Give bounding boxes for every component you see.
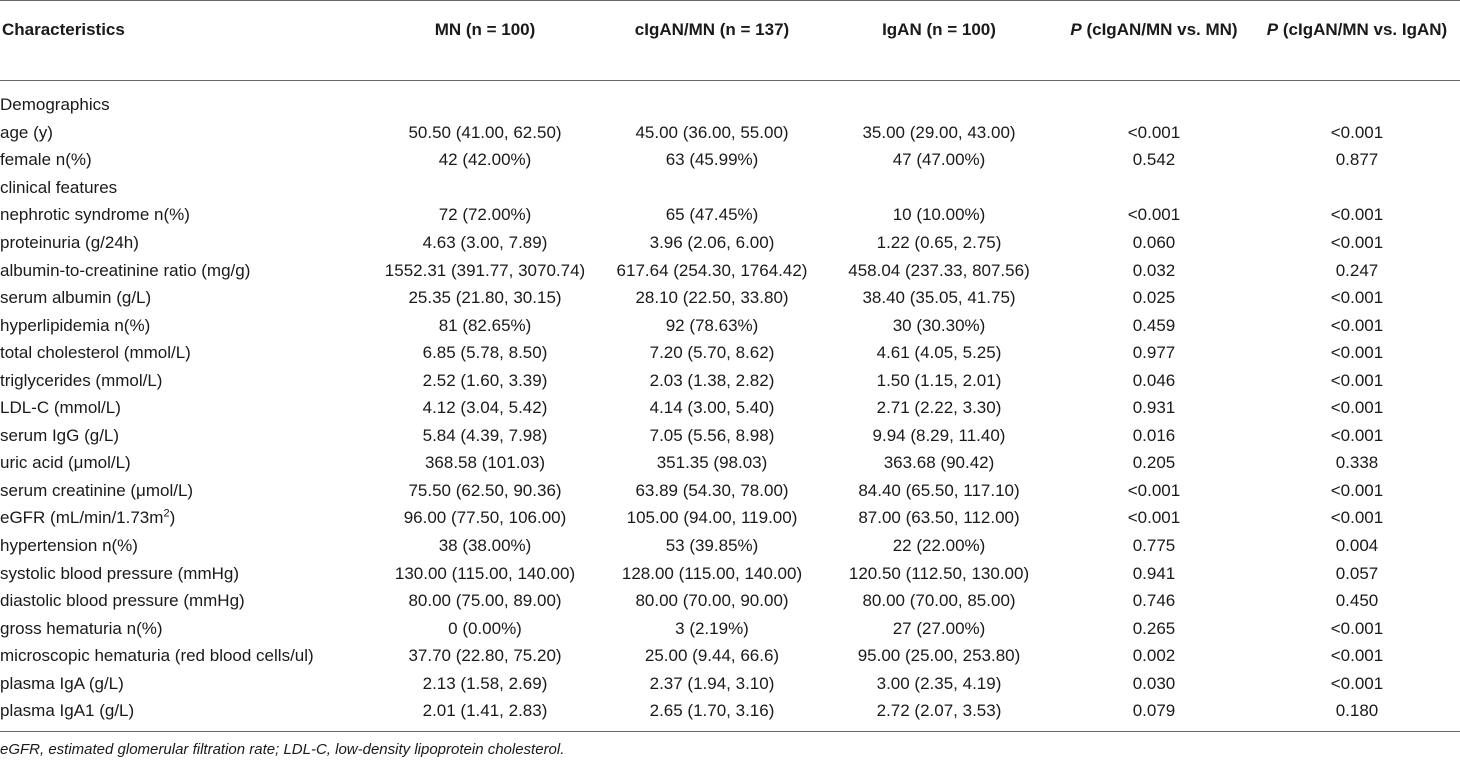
row-label	[0, 422, 370, 450]
header-p-cigan-vs-igan	[1254, 1, 1460, 81]
cell-p-cigan-vs-igan: <0.001	[1330, 233, 1384, 252]
table-header-row	[0, 1, 1460, 81]
cell-mn: 4.63 (3.00, 7.89)	[422, 233, 548, 252]
table-row	[0, 614, 1460, 642]
cell-p-cigan-vs-mn: 0.265	[1132, 618, 1176, 638]
row-label	[0, 532, 370, 560]
cell-cigan-mn: 617.64 (254.30, 1764.42)	[616, 260, 808, 280]
cell-cigan-mn: 7.05 (5.56, 8.98)	[649, 425, 775, 445]
row-label-text: diastolic blood pressure (mmHg)	[0, 591, 245, 611]
table-row	[0, 669, 1460, 697]
cell-p-cigan-vs-igan: <0.001	[1330, 122, 1384, 142]
row-label-text: serum creatinine (μmol/L)	[0, 480, 194, 500]
row-label-text: uric acid (μmol/L)	[0, 453, 131, 473]
table-row	[0, 81, 1460, 119]
cell-cigan-mn	[600, 174, 824, 202]
row-label-text: LDL-C (mmol/L)	[0, 398, 121, 418]
row-label	[0, 201, 370, 229]
header-p1-symbol: P	[1070, 20, 1082, 39]
cell-p-cigan-vs-igan: <0.001	[1330, 315, 1384, 335]
header-igan: IgAN (n = 100)	[824, 1, 1054, 81]
cell-p-cigan-vs-igan: <0.001	[1330, 646, 1384, 666]
cell-igan: 30 (30.30%)	[892, 315, 986, 335]
cell-cigan-mn: 2.65 (1.70, 3.16)	[600, 697, 824, 731]
row-label-text: plasma IgA (g/L)	[0, 673, 124, 693]
cell-mn: 5.84 (4.39, 7.98)	[422, 425, 548, 445]
cell-cigan-mn: 63.89 (54.30, 78.00)	[635, 480, 789, 500]
row-label-text: serum albumin (g/L)	[0, 288, 152, 308]
cell-igan: 1.50 (1.15, 2.01)	[876, 370, 1002, 390]
row-label	[0, 504, 370, 532]
cell-igan: 87.00 (63.50, 112.00)	[858, 508, 1020, 528]
cell-mn: 72 (72.00%)	[438, 205, 532, 225]
table-row	[0, 366, 1460, 394]
cell-p-cigan-vs-igan: 0.004	[1335, 536, 1379, 556]
cell-p-cigan-vs-igan: 0.180	[1254, 697, 1460, 731]
row-label	[0, 366, 370, 394]
cell-mn: 50.50 (41.00, 62.50)	[408, 122, 562, 142]
row-label	[0, 394, 370, 422]
cell-cigan-mn: 4.14 (3.00, 5.40)	[649, 398, 775, 418]
cell-mn: 81 (82.65%)	[438, 315, 532, 335]
cell-p-cigan-vs-mn	[1054, 81, 1254, 119]
row-label-text: albumin-to-creatinine ratio (mg/g)	[0, 260, 251, 280]
row-label	[0, 642, 370, 670]
row-label-superscript: 2	[163, 507, 170, 520]
row-label	[0, 146, 370, 174]
row-label-text: proteinuria (g/24h)	[0, 233, 139, 252]
cell-mn	[370, 174, 600, 202]
table-row	[0, 174, 1460, 202]
cell-cigan-mn: 3 (2.19%)	[675, 618, 749, 638]
cell-cigan-mn: 80.00 (70.00, 90.00)	[635, 591, 789, 611]
row-label-tail: )	[169, 508, 176, 528]
cell-mn: 25.35 (21.80, 30.15)	[408, 288, 562, 308]
cell-p-cigan-vs-mn: <0.001	[1127, 508, 1181, 528]
row-label	[0, 449, 370, 477]
row-label	[0, 614, 370, 642]
cell-p-cigan-vs-igan: 0.057	[1335, 563, 1379, 583]
table-row	[0, 229, 1460, 257]
cell-p-cigan-vs-igan: <0.001	[1330, 673, 1384, 693]
row-label	[0, 119, 370, 147]
cell-cigan-mn: 25.00 (9.44, 66.6)	[644, 646, 780, 666]
row-label-text: serum IgG (g/L)	[0, 425, 120, 445]
cell-igan: 95.00 (25.00, 253.80)	[857, 646, 1021, 666]
cell-mn: 4.12 (3.04, 5.42)	[422, 398, 548, 418]
header-p-cigan-vs-mn	[1054, 1, 1254, 81]
table-row	[0, 256, 1460, 284]
cell-p-cigan-vs-igan: <0.001	[1330, 618, 1384, 638]
table-row	[0, 119, 1460, 147]
cell-mn: 2.13 (1.58, 2.69)	[422, 673, 548, 693]
row-label-text: Demographics	[0, 95, 110, 115]
cell-p-cigan-vs-mn: 0.002	[1132, 646, 1176, 666]
row-label	[0, 559, 370, 587]
cell-cigan-mn: 351.35 (98.03)	[656, 453, 768, 473]
table-row	[0, 339, 1460, 367]
cell-p-cigan-vs-mn: 0.542	[1132, 150, 1176, 170]
cell-p-cigan-vs-mn: <0.001	[1127, 122, 1181, 142]
cell-p-cigan-vs-igan: <0.001	[1330, 425, 1384, 445]
cell-cigan-mn: 92 (78.63%)	[665, 315, 759, 335]
cell-mn: 96.00 (77.50, 106.00)	[403, 508, 567, 528]
row-label-text: microscopic hematuria (red blood cells/ul)	[0, 646, 314, 666]
cell-mn: 42 (42.00%)	[438, 150, 532, 170]
row-label	[0, 81, 370, 119]
header-p2-text: (cIgAN/MN vs. IgAN)	[1278, 20, 1448, 39]
row-label-text: hyperlipidemia n(%)	[0, 315, 151, 335]
cell-igan	[824, 174, 1054, 202]
cell-p-cigan-vs-mn: 0.025	[1132, 288, 1176, 308]
cell-mn: 6.85 (5.78, 8.50)	[422, 343, 548, 363]
cell-igan: 2.72 (2.07, 3.53)	[824, 697, 1054, 731]
table-row	[0, 201, 1460, 229]
table-row	[0, 311, 1460, 339]
cell-igan: 458.04 (237.33, 807.56)	[848, 260, 1030, 280]
cell-cigan-mn: 2.37 (1.94, 3.10)	[649, 673, 775, 693]
cell-igan: 4.61 (4.05, 5.25)	[876, 343, 1002, 363]
row-label-text: plasma IgA1 (g/L)	[0, 701, 135, 721]
table-row	[0, 642, 1460, 670]
cell-p-cigan-vs-mn: 0.746	[1132, 591, 1176, 611]
cell-p-cigan-vs-mn: 0.459	[1132, 315, 1176, 335]
cell-cigan-mn: 53 (39.85%)	[665, 536, 759, 556]
cell-igan: 84.40 (65.50, 117.10)	[858, 480, 1020, 500]
cell-mn: 130.00 (115.00, 140.00)	[394, 563, 576, 583]
cell-p-cigan-vs-igan: <0.001	[1330, 398, 1384, 418]
cell-p-cigan-vs-igan: <0.001	[1330, 288, 1384, 308]
cell-mn: 2.52 (1.60, 3.39)	[422, 370, 548, 390]
table-row	[0, 284, 1460, 312]
row-label-text: triglycerides (mmol/L)	[0, 370, 163, 390]
table-row	[0, 587, 1460, 615]
cell-igan	[824, 81, 1054, 119]
cell-mn: 368.58 (101.03)	[424, 453, 546, 473]
row-label-text: hypertension n(%)	[0, 536, 138, 556]
cell-cigan-mn: 3.96 (2.06, 6.00)	[649, 233, 775, 252]
header-p1-text: (cIgAN/MN vs. MN)	[1081, 20, 1238, 39]
cell-p-cigan-vs-mn: 0.030	[1132, 673, 1176, 693]
row-label	[0, 256, 370, 284]
cell-igan: 80.00 (70.00, 85.00)	[862, 591, 1016, 611]
cell-p-cigan-vs-igan: 0.338	[1335, 453, 1379, 473]
cell-mn: 37.70 (22.80, 75.20)	[408, 646, 562, 666]
cell-p-cigan-vs-mn: 0.032	[1132, 260, 1176, 280]
cell-p-cigan-vs-mn: 0.941	[1132, 563, 1176, 583]
cell-p-cigan-vs-mn: 0.205	[1132, 453, 1176, 473]
table-row	[0, 449, 1460, 477]
table-row	[0, 532, 1460, 560]
row-label-text: gross hematuria n(%)	[0, 618, 163, 638]
cell-cigan-mn	[600, 81, 824, 119]
cell-p-cigan-vs-igan: 0.247	[1335, 260, 1379, 280]
cell-p-cigan-vs-mn: 0.016	[1132, 425, 1176, 445]
row-label	[0, 311, 370, 339]
cell-p-cigan-vs-mn: 0.046	[1132, 370, 1176, 390]
cell-p-cigan-vs-igan: <0.001	[1330, 205, 1384, 225]
row-label-text: systolic blood pressure (mmHg)	[0, 563, 240, 583]
cell-igan: 2.71 (2.22, 3.30)	[876, 398, 1002, 418]
cell-mn: 2.01 (1.41, 2.83)	[370, 697, 600, 731]
table-footnote: eGFR, estimated glomerular filtration rate; LDL-C, low-density lipoprotein cholesterol.	[0, 741, 565, 758]
cell-p-cigan-vs-igan: <0.001	[1330, 343, 1384, 363]
header-characteristics: Characteristics	[0, 1, 370, 81]
cell-igan: 47 (47.00%)	[892, 150, 986, 170]
cell-igan: 3.00 (2.35, 4.19)	[876, 673, 1002, 693]
cell-mn: 80.00 (75.00, 89.00)	[408, 591, 562, 611]
cell-igan: 35.00 (29.00, 43.00)	[862, 122, 1016, 142]
cell-igan: 1.22 (0.65, 2.75)	[876, 233, 1002, 252]
row-label	[0, 587, 370, 615]
table-row	[0, 477, 1460, 505]
cell-p-cigan-vs-igan: <0.001	[1330, 370, 1384, 390]
cell-igan: 363.68 (90.42)	[883, 453, 995, 473]
cell-igan: 27 (27.00%)	[892, 618, 986, 638]
cell-cigan-mn: 65 (47.45%)	[665, 205, 759, 225]
cell-cigan-mn: 63 (45.99%)	[665, 150, 759, 170]
cell-p-cigan-vs-igan	[1254, 81, 1460, 119]
row-label-text: nephrotic syndrome n(%)	[0, 205, 190, 225]
cell-mn: 38 (38.00%)	[438, 536, 532, 556]
cell-p-cigan-vs-mn: 0.775	[1132, 536, 1176, 556]
cell-mn	[370, 81, 600, 119]
cell-p-cigan-vs-mn: 0.977	[1132, 343, 1176, 363]
header-p2-symbol: P	[1266, 20, 1279, 39]
cell-cigan-mn: 128.00 (115.00, 140.00)	[621, 563, 803, 583]
table-row	[0, 422, 1460, 450]
row-label	[0, 477, 370, 505]
row-label-text: total cholesterol (mmol/L)	[0, 343, 191, 363]
cell-p-cigan-vs-igan	[1254, 174, 1460, 202]
table-row	[0, 697, 1460, 731]
row-label	[0, 339, 370, 367]
cell-p-cigan-vs-igan: <0.001	[1330, 508, 1384, 528]
cell-igan: 9.94 (8.29, 11.40)	[872, 425, 1006, 445]
cell-cigan-mn: 105.00 (94.00, 119.00)	[626, 508, 798, 528]
cell-p-cigan-vs-mn: <0.001	[1127, 205, 1181, 225]
row-label-text: eGFR (mL/min/1.73m	[0, 508, 164, 528]
cell-p-cigan-vs-igan: 0.450	[1335, 591, 1379, 611]
cell-p-cigan-vs-mn	[1054, 174, 1254, 202]
table-row	[0, 146, 1460, 174]
cell-p-cigan-vs-mn: 0.079	[1054, 697, 1254, 731]
row-label	[0, 284, 370, 312]
row-label-text: clinical features	[0, 177, 118, 197]
cell-cigan-mn: 45.00 (36.00, 55.00)	[635, 122, 789, 142]
cell-p-cigan-vs-igan: 0.877	[1335, 150, 1379, 170]
cell-p-cigan-vs-mn: <0.001	[1127, 480, 1181, 500]
cell-p-cigan-vs-mn: 0.060	[1132, 233, 1176, 252]
row-label-text: age (y)	[0, 122, 53, 142]
cell-p-cigan-vs-mn: 0.931	[1132, 398, 1176, 418]
cell-p-cigan-vs-igan: <0.001	[1330, 480, 1384, 500]
row-label-text: female n(%)	[0, 150, 92, 170]
row-label	[0, 697, 370, 731]
cell-mn: 1552.31 (391.77, 3070.74)	[384, 260, 586, 280]
cell-mn: 75.50 (62.50, 90.36)	[408, 480, 562, 500]
row-label	[0, 229, 370, 257]
header-cigan-mn: cIgAN/MN (n = 137)	[600, 1, 824, 81]
table-row	[0, 504, 1460, 532]
table-row	[0, 559, 1460, 587]
cell-igan: 22 (22.00%)	[892, 536, 986, 556]
row-label	[0, 669, 370, 697]
header-mn: MN (n = 100)	[370, 1, 600, 81]
row-label	[0, 174, 370, 202]
table-row	[0, 394, 1460, 422]
cell-cigan-mn: 7.20 (5.70, 8.62)	[649, 343, 775, 363]
cell-mn: 0 (0.00%)	[448, 618, 522, 638]
cell-igan: 120.50 (112.50, 130.00)	[848, 563, 1030, 583]
table-body	[0, 81, 1460, 732]
cell-cigan-mn: 28.10 (22.50, 33.80)	[635, 288, 789, 308]
cell-cigan-mn: 2.03 (1.38, 2.82)	[649, 370, 775, 390]
cell-igan: 38.40 (35.05, 41.75)	[862, 288, 1016, 308]
cell-igan: 10 (10.00%)	[892, 205, 986, 225]
